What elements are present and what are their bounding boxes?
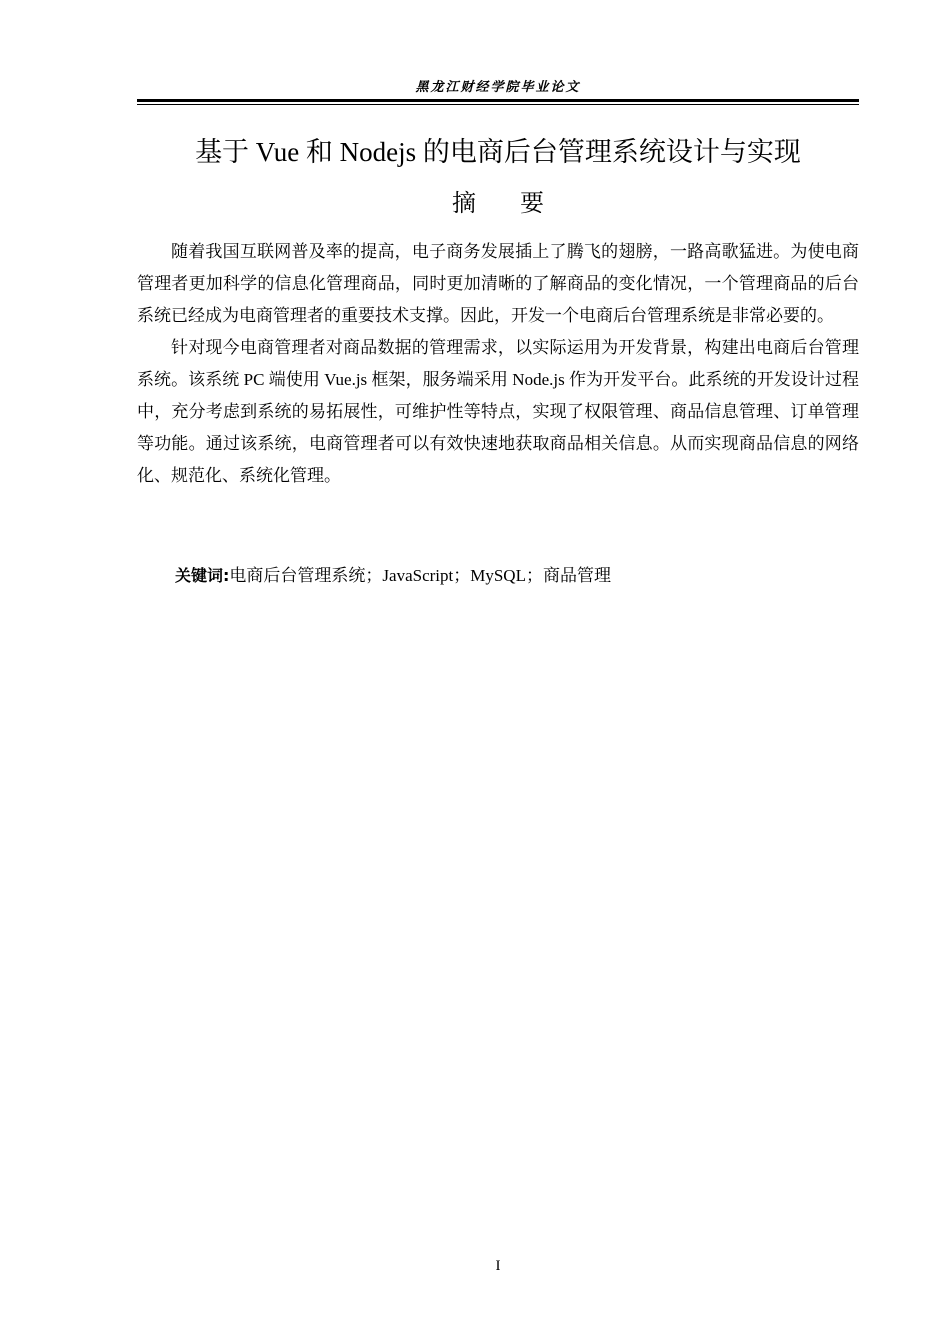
keywords-line [137,560,859,592]
running-header: 黑龙江财经学院毕业论文 [415,80,581,95]
abstract-heading: 摘要 [452,189,588,217]
abstract-paragraph-2: 针对现今电商管理者对商品数据的管理需求，以实际运用为开发背景，构建出电商后台管理系统。该系统 PC 端使用 Vue.js 框架，服务端采用 Node.js 作为开发平台。此系统的开发设计过程中，充分考虑到系统的易拓展性，可维护性等特点，实现了权限管理、商品信息管理、订单管理等功能。通过该系统，电商管理者可以有效快速地获取商品相关信息。从而实现商品信息的网络化、规范化、系统化管理。 [137,338,859,485]
page-number: I [495,1258,501,1274]
keywords-label: 关键词: [175,566,230,585]
document-title: 基于 Vue 和 Nodejs 的电商后台管理系统设计与实现 [195,137,801,167]
abstract-paragraph-1: 随着我国互联网普及率的提高，电子商务发展插上了腾飞的翅膀，一路高歌猛进。为使电商管理者更加科学的信息化管理商品，同时更加清晰的了解商品的变化情况，一个管理商品的后台系统已经成为电商管理者的重要技术支撑。因此，开发一个电商后台管理系统是非常必要的。 [137,242,859,325]
header-rule-thick [137,99,859,102]
abstract-body [137,236,859,492]
keywords-value: 电商后台管理系统；JavaScript；MySQL；商品管理 [229,566,611,585]
header-rule-thin [137,104,859,105]
